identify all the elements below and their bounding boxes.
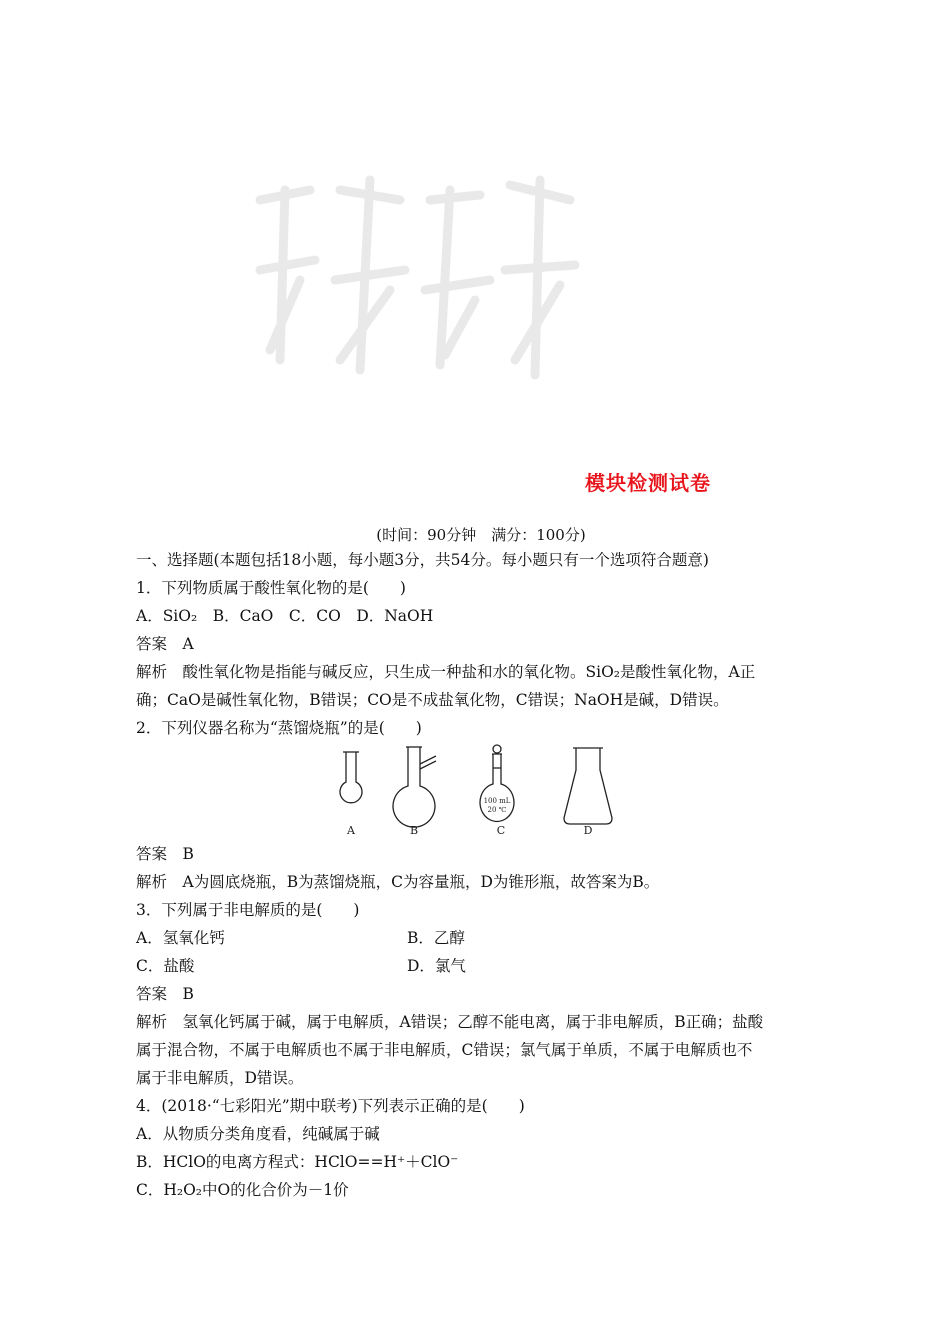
flask-temperature-label: 20 ℃ [487,806,507,814]
question-3-option-a: A．氢氧化钙 [136,929,225,947]
question-1-analysis-line2: 确；CaO是碱性氧化物，B错误；CO是不成盐氧化物，C错误；NaOH是碱，D错误。 [136,691,729,709]
question-3-option-c: C．盐酸 [136,957,195,975]
question-3-analysis-line3: 属于非电解质，D错误。 [136,1069,304,1087]
question-3-analysis-line2: 属于混合物，不属于电解质也不属于非电解质，C错误；氯气属于单质，不属于电解质也不 [136,1041,753,1059]
question-4-option-c: C．H₂O₂中O的化合价为－1价 [136,1181,349,1199]
question-1-stem: 1．下列物质属于酸性氧化物的是( ) [136,579,406,597]
page-title: 模块检测试卷 [585,471,711,495]
distilling-flask-icon [393,747,436,827]
question-3-answer: 答案 B [136,985,194,1003]
question-1-analysis-line1: 解析 酸性氧化物是指能与碱反应，只生成一种盐和水的氧化物。SiO₂是酸性氧化物，A正 [136,663,756,681]
figure-label-b: B [409,824,419,837]
section-heading: 一、选择题(本题包括18小题，每小题3分，共54分。每小题只有一个选项符合题意) [136,551,709,569]
question-3-analysis-line1: 解析 氢氧化钙属于碱，属于电解质，A错误；乙醇不能电离，属于非电解质，B正确；盐酸 [136,1013,764,1031]
exam-info: (时间：90分钟 满分：100分) [376,526,586,544]
question-4-stem: 4．(2018·“七彩阳光”期中联考)下列表示正确的是( ) [136,1097,525,1115]
flask-figure [330,742,620,838]
question-3-option-d: D．氯气 [407,957,466,975]
question-3-stem: 3．下列属于非电解质的是( ) [136,901,360,919]
question-1-options: A．SiO₂ B．CaO C．CO D．NaOH [136,607,434,625]
question-1-answer: 答案 A [136,635,194,653]
question-2-answer: 答案 B [136,845,194,863]
round-bottom-flask-icon [340,752,362,803]
figure-label-a: A [347,824,355,837]
flask-volume-label: 100 mL [483,797,511,805]
figure-label-d: D [583,824,593,837]
question-3-option-b: B．乙醇 [407,929,465,947]
question-4-option-a: A．从物质分类角度看，纯碱属于碱 [136,1125,380,1143]
question-2-stem: 2．下列仪器名称为“蒸馏烧瓶”的是( ) [136,719,422,737]
conical-flask-icon [564,748,612,824]
question-2-analysis: 解析 A为圆底烧瓶，B为蒸馏烧瓶，C为容量瓶，D为锥形瓶，故答案为B。 [136,873,660,891]
figure-label-c: C [496,824,506,837]
watermark-image [240,160,580,390]
question-4-option-b: B．HClO的电离方程式：HClO==H⁺＋ClO⁻ [136,1153,459,1171]
